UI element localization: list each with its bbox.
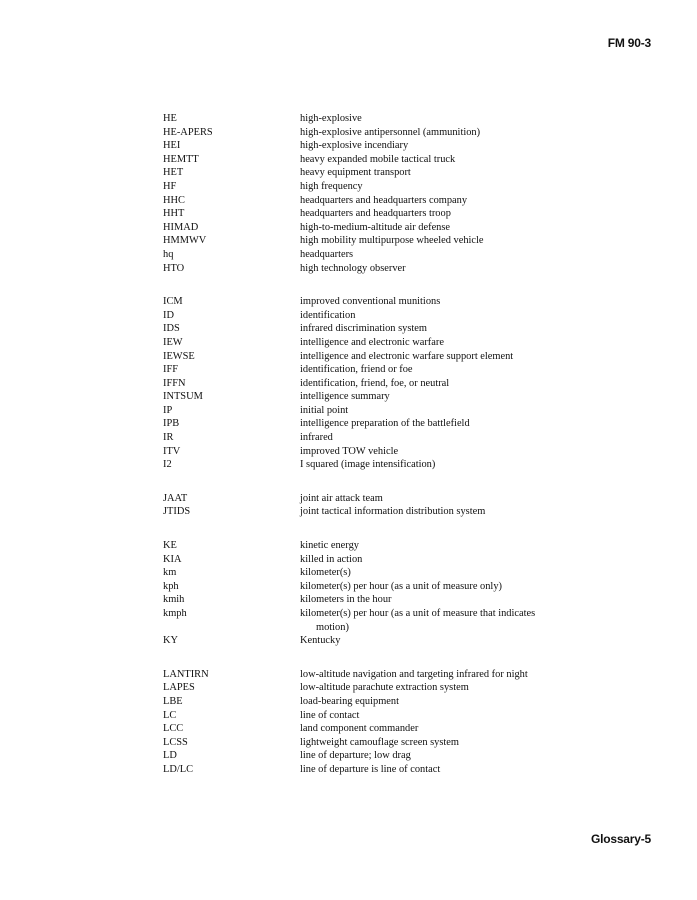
glossary-entry: [163, 350, 563, 364]
glossary-entry: [163, 377, 563, 391]
glossary-definition: kilometer(s) per hour (as a unit of measure only): [300, 580, 502, 592]
glossary-term: kph: [163, 580, 179, 592]
glossary-definition: identification: [300, 309, 356, 321]
glossary-entry: [163, 194, 563, 208]
glossary-term: hq: [163, 248, 174, 260]
glossary-entry: [163, 593, 563, 607]
glossary-term: kmih: [163, 594, 185, 606]
glossary-entry: [163, 445, 563, 459]
glossary-group: [163, 539, 563, 648]
glossary-definition: improved conventional munitions: [300, 296, 441, 308]
glossary-definition: kilometer(s): [300, 567, 351, 579]
glossary-definition: kinetic energy: [300, 540, 359, 552]
glossary-definition: line of departure is line of contact: [300, 763, 441, 775]
glossary-term: JAAT: [163, 492, 188, 504]
glossary-entry: [163, 404, 563, 418]
glossary-definition: low-altitude parachute extraction system: [300, 682, 469, 694]
glossary-entry: [163, 153, 563, 167]
glossary-group: [163, 295, 563, 472]
page-header-doc-id: FM 90-3: [607, 36, 651, 50]
glossary-definition: headquarters: [300, 248, 354, 260]
glossary-entry: [163, 126, 563, 140]
glossary-term: HEMTT: [163, 153, 199, 165]
glossary-entry: [163, 749, 563, 763]
glossary-definition: intelligence summary: [300, 391, 390, 403]
glossary-definition: lightweight camouflage screen system: [300, 736, 459, 748]
glossary-list: [163, 112, 563, 797]
glossary-definition: high-explosive antipersonnel (ammunition): [300, 126, 481, 138]
glossary-term: HIMAD: [163, 221, 199, 233]
glossary-term: IFFN: [163, 377, 186, 389]
page-footer-label: Glossary-5: [590, 832, 651, 846]
glossary-term: HHT: [163, 208, 185, 220]
glossary-definition: identification, friend, foe, or neutral: [300, 377, 450, 389]
glossary-term: km: [163, 567, 177, 579]
glossary-definition: heavy equipment transport: [300, 167, 411, 179]
glossary-definition: intelligence and electronic warfare support element: [300, 350, 514, 362]
glossary-term: INTSUM: [163, 391, 203, 403]
glossary-term: IDS: [163, 323, 180, 335]
glossary-definition: intelligence and electronic warfare: [300, 336, 444, 348]
glossary-entry: [163, 763, 563, 777]
glossary-term: IEW: [163, 336, 183, 348]
glossary-entry: [163, 668, 563, 682]
glossary-term: HE-APERS: [163, 126, 213, 138]
glossary-term: LC: [163, 709, 177, 721]
glossary-definition: high technology observer: [300, 262, 406, 274]
glossary-term: HTO: [163, 262, 185, 274]
glossary-entry: [163, 180, 563, 194]
glossary-term: IFF: [163, 364, 179, 376]
glossary-term: HMMWV: [163, 235, 207, 247]
glossary-entry: [163, 221, 563, 235]
glossary-term: LBE: [163, 695, 183, 707]
glossary-term: IEWSE: [163, 350, 195, 362]
glossary-definition: killed in action: [300, 553, 363, 565]
glossary-entry: [163, 580, 563, 594]
glossary-definition: headquarters and headquarters company: [300, 194, 468, 206]
glossary-term: kmph: [163, 608, 187, 619]
glossary-definition: kilometer(s) per hour (as a unit of measure that indicates motion): [300, 608, 536, 633]
glossary-definition: joint tactical information distribution system: [300, 506, 486, 518]
glossary-term: LCSS: [163, 736, 188, 748]
glossary-entry: [163, 539, 563, 553]
glossary-term: KE: [163, 540, 177, 552]
glossary-entry: [163, 709, 563, 723]
glossary-definition: line of contact: [300, 709, 360, 721]
glossary-entry: [163, 166, 563, 180]
glossary-definition: infrared discrimination system: [300, 323, 427, 335]
glossary-entry: [163, 363, 563, 377]
glossary-term: LAPES: [163, 682, 195, 694]
glossary-term: IR: [163, 432, 174, 444]
glossary-term: HHC: [163, 194, 185, 206]
glossary-entry: [163, 695, 563, 709]
glossary-definition: heavy expanded mobile tactical truck: [300, 153, 456, 165]
glossary-entry: [163, 309, 563, 323]
glossary-entry: [163, 390, 563, 404]
glossary-definition: high-explosive incendiary: [300, 140, 409, 152]
glossary-definition: joint air attack team: [300, 492, 383, 504]
glossary-definition: kilometers in the hour: [300, 594, 392, 606]
glossary-term: ITV: [163, 445, 181, 457]
glossary-term: LANTIRN: [163, 668, 209, 680]
glossary-group: [163, 112, 563, 275]
glossary-definition: line of departure; low drag: [300, 750, 411, 762]
glossary-term: ICM: [163, 296, 183, 308]
glossary-term: KY: [163, 635, 179, 647]
glossary-definition: identification, friend or foe: [300, 364, 413, 376]
glossary-term: JTIDS: [163, 506, 191, 518]
glossary-entry: [163, 295, 563, 309]
glossary-term: KIA: [163, 553, 182, 565]
glossary-term: LCC: [163, 723, 184, 735]
glossary-term: IP: [163, 404, 173, 416]
glossary-definition: low-altitude navigation and targeting infrared for night: [300, 668, 528, 680]
glossary-term: ID: [163, 309, 174, 321]
glossary-definition: improved TOW vehicle: [300, 445, 399, 457]
glossary-entry: [163, 722, 563, 736]
glossary-definition: initial point: [300, 404, 349, 416]
glossary-term: LD: [163, 750, 177, 762]
glossary-term: HE: [163, 113, 177, 124]
glossary-entry: [163, 207, 563, 221]
glossary-definition: high-explosive: [300, 113, 362, 124]
glossary-entry: [163, 736, 563, 750]
glossary-definition: intelligence preparation of the battlefield: [300, 418, 470, 430]
glossary-entry: [163, 492, 563, 506]
glossary-entry: [163, 681, 563, 695]
glossary-entry: [163, 234, 563, 248]
glossary-entry: [163, 248, 563, 262]
glossary-term: HF: [163, 180, 177, 192]
glossary-definition: land component commander: [300, 723, 419, 735]
glossary-entry: [163, 417, 563, 431]
glossary-entry: [163, 458, 563, 472]
glossary-term: I2: [163, 459, 172, 471]
glossary-entry: [163, 607, 563, 634]
glossary-entry: [163, 566, 563, 580]
glossary-term: HEI: [163, 140, 181, 152]
glossary-entry: [163, 634, 563, 648]
glossary-entry: [163, 431, 563, 445]
glossary-entry: [163, 262, 563, 276]
glossary-entry: [163, 553, 563, 567]
glossary-definition: high-to-medium-altitude air defense: [300, 221, 451, 233]
glossary-definition: headquarters and headquarters troop: [300, 208, 451, 220]
glossary-entry: [163, 112, 563, 126]
glossary-entry: [163, 139, 563, 153]
glossary-definition: high mobility multipurpose wheeled vehicle: [300, 235, 484, 247]
glossary-term: IPB: [163, 418, 180, 430]
glossary-group: [163, 492, 563, 519]
glossary-entry: [163, 336, 563, 350]
glossary-term: LD/LC: [163, 763, 194, 775]
glossary-definition: I squared (image intensification): [300, 459, 436, 471]
glossary-entry: [163, 505, 563, 519]
glossary-definition: load-bearing equipment: [300, 695, 399, 707]
glossary-term: HET: [163, 167, 184, 179]
glossary-definition: Kentucky: [300, 635, 341, 647]
glossary-entry: [163, 322, 563, 336]
glossary-group: [163, 668, 563, 777]
glossary-definition: infrared: [300, 432, 333, 444]
glossary-definition: high frequency: [300, 180, 363, 192]
